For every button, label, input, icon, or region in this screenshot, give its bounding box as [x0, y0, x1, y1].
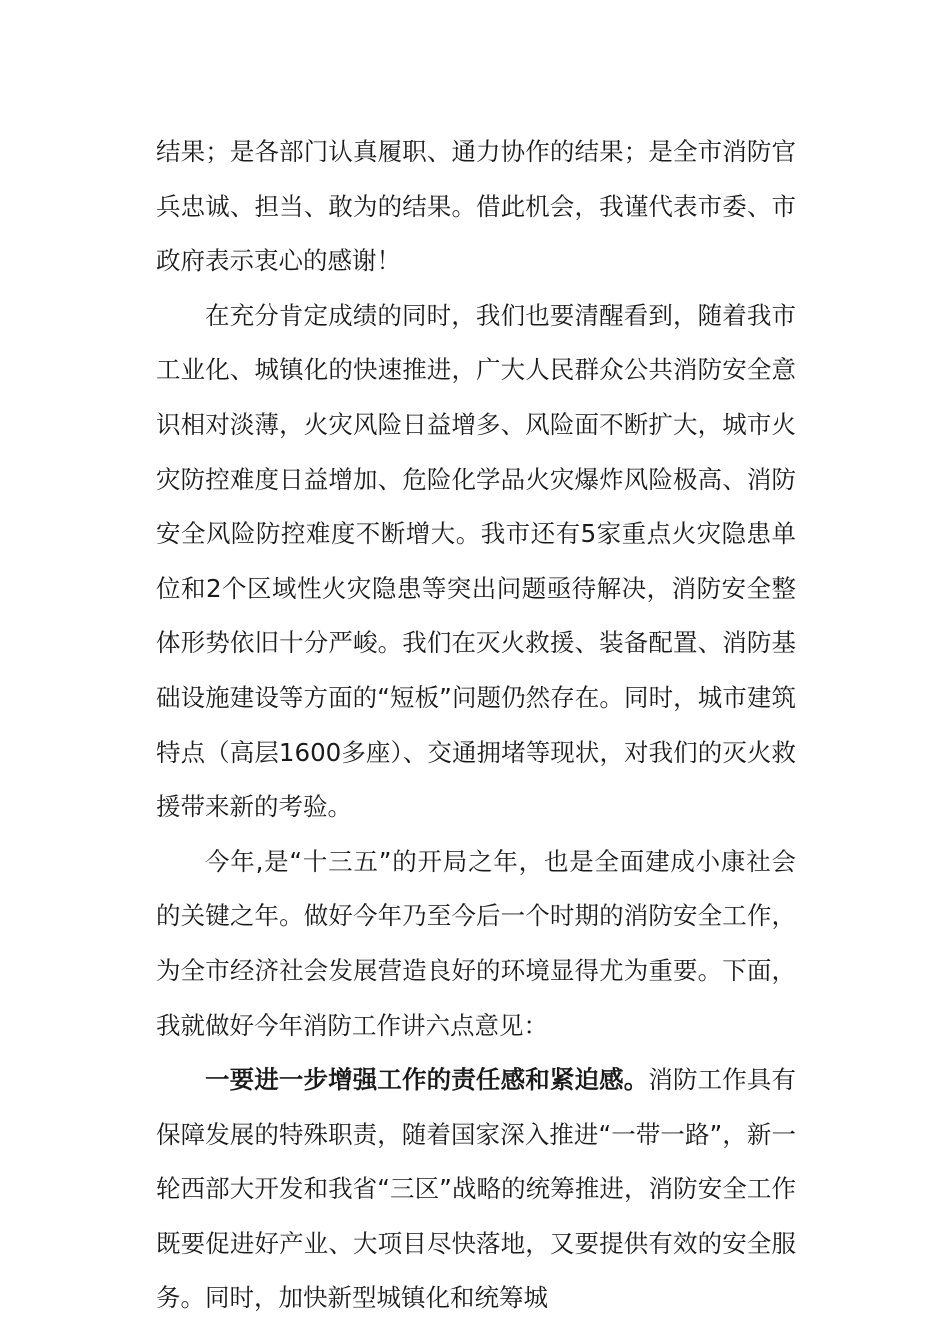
- paragraph-1-text: 结果；是各部门认真履职、通力协作的结果；是全市消防官兵忠诚、担当、敢为的结果。借此机会，我谨代表市委、市政府表示衷心的感谢！: [156, 137, 796, 276]
- paragraph-4: [156, 1053, 796, 1326]
- paragraph-2: [156, 289, 796, 835]
- paragraph-3-text: 今年,是“十三五”的开局之年，也是全面建成小康社会的关键之年。做好今年乃至今后一个时期的消防安全工作，为全市经济社会发展营造良好的环境显得尤为重要。下面，我就做好今年消防工作讲六点意见：: [156, 846, 796, 1040]
- document-body: [156, 125, 796, 1326]
- paragraph-3: [156, 835, 796, 1053]
- paragraph-4-lead-heading: 一要进一步增强工作的责任感和紧迫感。: [205, 1065, 649, 1095]
- paragraph-1: [156, 125, 796, 289]
- paragraph-4-text: 消防工作具有保障发展的特殊职责，随着国家深入推进“一带一路”，新一轮西部大开发和我省“三区”战略的统筹推进，消防安全工作既要促进好产业、大项目尽快落地，又要提供有效的安全服务。同时，加快新型城镇化和统筹城: [156, 1065, 797, 1313]
- paragraph-2-text: 在充分肯定成绩的同时，我们也要清醒看到，随着我市工业化、城镇化的快速推进，广大人民群众公共消防安全意识相对淡薄，火灾风险日益增多、风险面不断扩大，城市火灾防控难度日益增加、危险化学品火灾爆炸风险极高、消防安全风险防控难度不断增大。我市还有5家重点火灾隐患单位和2个区域性火灾隐患等突出问题亟待解决，消防安全整体形势依旧十分严峻。我们在灭火救援、装备配置、消防基础设施建设等方面的“短板”问题仍然存在。同时，城市建筑特点（高层1600多座）、交通拥堵等现状，对我们的灭火救援带来新的考验。: [156, 300, 796, 822]
